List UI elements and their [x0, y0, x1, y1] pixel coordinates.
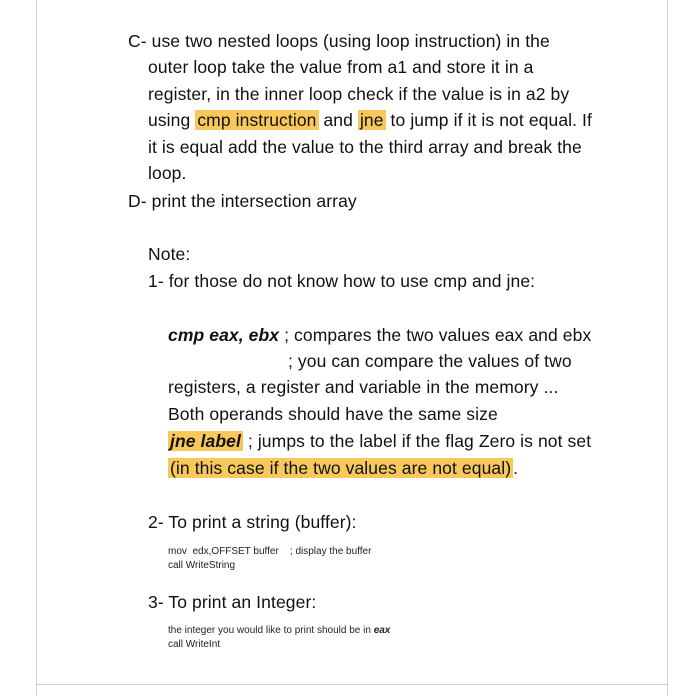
- print-string-code-1: mov edx,OFFSET buffer ; display the buffer: [168, 546, 372, 557]
- section-d-line-1: D- print the intersection array: [128, 191, 357, 211]
- section-c-line-4: [148, 108, 592, 132]
- jne-continuation-period: .: [513, 458, 519, 478]
- cmp-code: cmp eax, ebx: [168, 325, 280, 345]
- print-integer-code-2: call WriteInt: [168, 639, 221, 650]
- jne-continuation: [168, 456, 518, 480]
- section-c-line-5: it is equal add the value to the third array and break the: [148, 137, 582, 157]
- highlight-cmp-instruction: cmp instruction: [197, 110, 317, 130]
- jne-comment: ; jumps to the label if the flag Zero is not set: [242, 431, 592, 451]
- print-integer-register: eax: [373, 625, 391, 636]
- cmp-continuation-3: Both operands should have the same size: [168, 404, 498, 424]
- section-c-line-3: register, in the inner loop check if the value is in a2 by: [148, 84, 570, 104]
- cmp-continuation-1: ; you can compare the values of two: [288, 351, 572, 371]
- cmp-continuation-2: registers, a register and variable in the memory ...: [168, 377, 559, 397]
- print-string-heading: 2- To print a string (buffer):: [148, 512, 357, 532]
- line-4-prefix: using: [148, 110, 196, 130]
- line-4-suffix: to jump if it is not equal. If: [385, 110, 592, 130]
- section-c-line-2: outer loop take the value from a1 and store it in a: [148, 57, 534, 77]
- jne-code: jne label: [170, 431, 241, 451]
- page-border-right: [667, 0, 668, 696]
- print-string-code-2: call WriteString: [168, 560, 236, 571]
- highlight-jne: jne: [359, 110, 384, 130]
- section-c-line-6: loop.: [148, 163, 187, 183]
- print-integer-text: [168, 624, 390, 638]
- note-item-1: 1- for those do not know how to use cmp and jne:: [148, 271, 536, 291]
- page-border-bottom: [36, 684, 668, 685]
- print-integer-text-prefix: the integer you would like to print should be in: [168, 625, 374, 636]
- cmp-line: [168, 323, 591, 347]
- section-c-line-1: C- use two nested loops (using loop instruction) in the: [128, 31, 550, 51]
- page-border-left: [36, 0, 37, 696]
- line-4-middle: and: [318, 110, 358, 130]
- jne-continuation-highlight: (in this case if the two values are not equal): [170, 458, 512, 478]
- cmp-comment: ; compares the two values eax and ebx: [279, 325, 592, 345]
- note-heading: Note:: [148, 244, 191, 264]
- print-integer-heading: 3- To print an Integer:: [148, 592, 317, 612]
- jne-line: [168, 429, 591, 453]
